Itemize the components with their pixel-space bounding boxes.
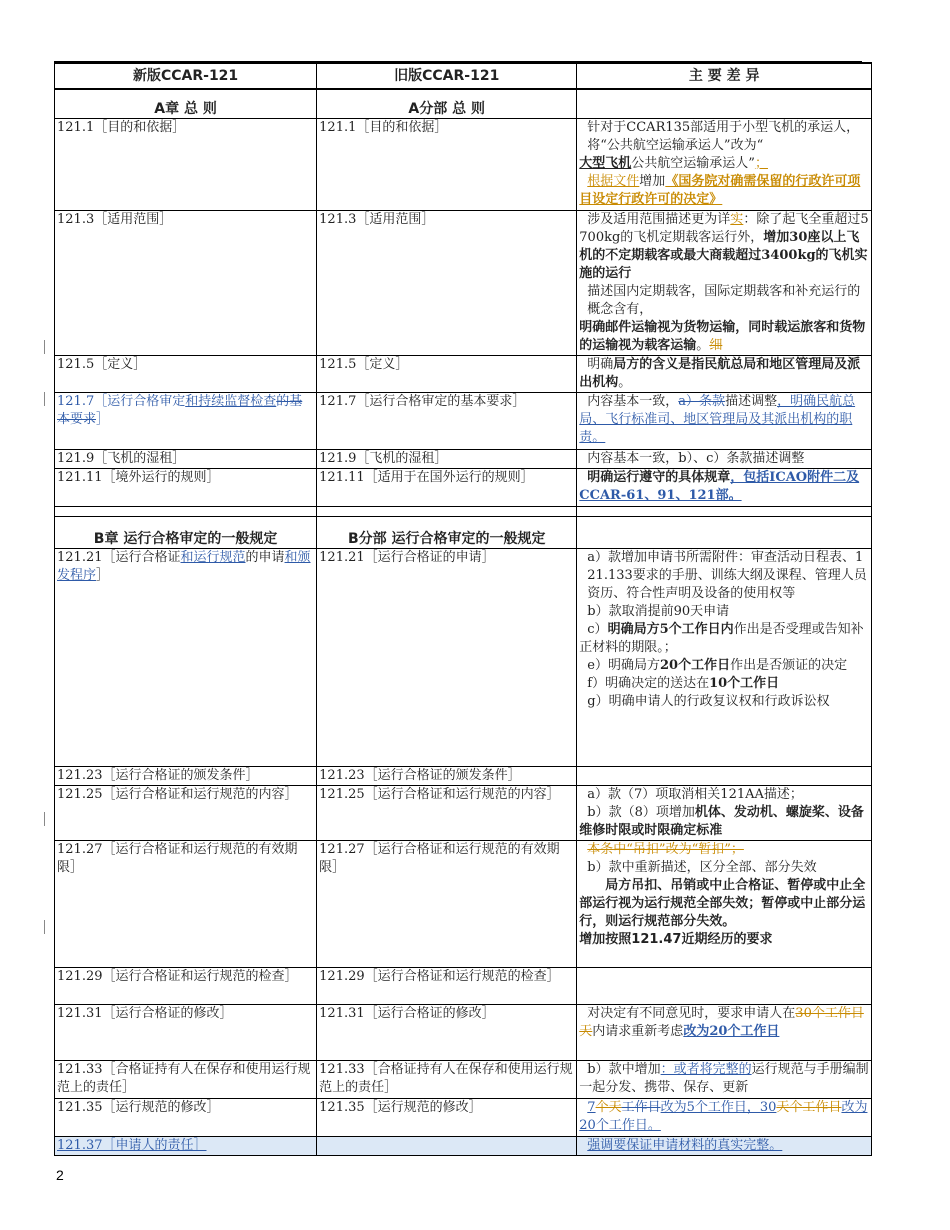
diff-text: a）款（7）项取消相关121AA描述； bbox=[587, 786, 803, 802]
row-new: 121.29［运行合格证和运行规范的检查］ bbox=[55, 967, 317, 1004]
diff-insert: 强调要保证申请材料的真实完整。 bbox=[587, 1137, 783, 1153]
row-new-insert: 和持续监督检查 bbox=[185, 393, 277, 409]
row-old: 121.5［定义］ bbox=[317, 355, 577, 392]
row-old: 121.9［飞机的湿租］ bbox=[317, 449, 577, 468]
page-number: 2 bbox=[56, 1167, 64, 1183]
row-diff bbox=[577, 355, 872, 392]
table-row bbox=[55, 1098, 872, 1136]
diff-text: 内容基本一致， bbox=[587, 393, 679, 409]
row-old: 121.27［运行合格证和运行规范的有效期限］ bbox=[317, 840, 577, 967]
diff-text: b）款中增加 bbox=[587, 1061, 661, 1077]
row-new-part: 121.21［运行合格证 bbox=[57, 549, 181, 565]
row-diff bbox=[577, 468, 872, 506]
spacer-cell bbox=[577, 506, 872, 516]
chapter-b-new: B章 运行合格审定的一般规定 bbox=[55, 516, 317, 548]
row-diff bbox=[577, 548, 872, 766]
row-diff bbox=[577, 967, 872, 1004]
diff-text: f）明确决定的送达在 bbox=[587, 675, 710, 691]
diff-insert: 改为5个工作日，30 bbox=[660, 1099, 777, 1115]
row-old: 121.29［运行合格证和运行规范的检查］ bbox=[317, 967, 577, 1004]
row-new: 121.5［定义］ bbox=[55, 355, 317, 392]
diff-bold: 局方吊扣、吊销或中止合格证、暂停或中止全部运行视为运行规范全部失效；暂停或中止部分运行，则运行规范部分失效。 bbox=[579, 877, 866, 929]
table-row bbox=[55, 1136, 872, 1155]
diff-insert: 7 bbox=[587, 1099, 596, 1115]
row-new-insert: 121.37［申请人的责任］ bbox=[57, 1137, 207, 1153]
table-row bbox=[55, 449, 872, 468]
diff-text: b）款取消提前90天申请 bbox=[587, 603, 730, 619]
table-row bbox=[55, 548, 872, 766]
diff-text: 作出是否颁证的决定 bbox=[730, 657, 848, 673]
diff-text: 。 bbox=[696, 337, 710, 353]
diff-insert: ：或者将完整的 bbox=[660, 1061, 752, 1077]
chapter-b-old: B分部 运行合格审定的一般规定 bbox=[317, 516, 577, 548]
diff-bold: 20个工作日 bbox=[659, 657, 731, 673]
diff-bold: 局方的含义是指民航总局和地区管理局及派出机构 bbox=[579, 356, 861, 390]
diff-insert: ，明确民航总局、飞行标准司、地区管理局及其派出机构的职责。 bbox=[579, 393, 856, 445]
diff-delete: a）条款 bbox=[678, 393, 726, 409]
row-new bbox=[55, 548, 317, 766]
diff-delete: 细 bbox=[709, 337, 723, 353]
diff-text: b）款中重新描述，区分全部、部分失效 bbox=[587, 859, 817, 875]
diff-bold: 10个工作日 bbox=[709, 675, 780, 691]
row-old: 121.35［运行规范的修改］ bbox=[317, 1098, 577, 1136]
table-row bbox=[55, 468, 872, 506]
row-new-part: ］ bbox=[96, 411, 110, 427]
diff-text: 描述国内定期载客，国际定期载客和补充运行的概念含有， bbox=[587, 283, 861, 317]
diff-text: ：除了起飞全重超过5700kg的飞机定期载客运行外， bbox=[579, 211, 869, 245]
diff-insert: ； bbox=[754, 155, 768, 171]
chapter-row-a bbox=[55, 89, 872, 118]
row-old: 121.1［目的和依据］ bbox=[317, 118, 577, 210]
diff-text: 作出是否受理或告知补正材料的期限。； bbox=[579, 621, 864, 655]
row-diff bbox=[577, 840, 872, 967]
change-bar bbox=[44, 340, 45, 354]
chapter-a-diff bbox=[577, 89, 872, 118]
diff-delete: 本条中“吊扣”改为“暂扣”； bbox=[587, 841, 744, 857]
diff-bold: 增加30座以上飞机的不定期载客或最大商载超过3400kg的飞机实施的运行 bbox=[579, 229, 868, 281]
table-row bbox=[55, 1060, 872, 1098]
spacer-cell bbox=[55, 506, 317, 516]
row-new-insert: 和颁发程序 bbox=[57, 549, 311, 583]
row-new-delete: 的基本要求 bbox=[57, 393, 303, 427]
table-row bbox=[55, 766, 872, 785]
diff-text: 对决定有不同意见时，要求申请人在 bbox=[587, 1005, 796, 1021]
chapter-a-new: A章 总 则 bbox=[55, 89, 317, 118]
row-new-insert: 和运行规范 bbox=[180, 549, 246, 565]
row-new: 121.3［适用范围］ bbox=[55, 210, 317, 355]
diff-text: a）款增加申请书所需附件：审查活动日程表、121.133要求的手册、训练大纲及课程、管理人员资历、符合性声明及设备的使用权等 bbox=[587, 549, 867, 601]
table-row bbox=[55, 1004, 872, 1060]
row-diff bbox=[577, 1098, 872, 1136]
row-diff bbox=[577, 392, 872, 449]
change-bar bbox=[44, 920, 45, 934]
row-diff bbox=[577, 210, 872, 355]
table-row bbox=[55, 118, 872, 210]
row-new: 121.31［运行合格证的修改］ bbox=[55, 1004, 317, 1060]
diff-delete: 工作日 bbox=[621, 1099, 661, 1115]
chapter-row-b bbox=[55, 516, 872, 548]
row-new-part: ］ bbox=[96, 567, 110, 583]
diff-text: 涉及适用范围描述更为详 bbox=[587, 211, 731, 227]
row-new: 121.1［目的和依据］ bbox=[55, 118, 317, 210]
diff-text: g）明确申请人的行政复议权和行政诉讼权 bbox=[587, 693, 830, 709]
row-old: 121.7［运行合格审定的基本要求］ bbox=[317, 392, 577, 449]
table-row bbox=[55, 392, 872, 449]
diff-bold: 增加按照121.47近期经历的要求 bbox=[579, 931, 773, 947]
diff-bold: 明确邮件运输视为货物运输，同时载运旅客和货物的运输视为载客运输 bbox=[579, 319, 866, 353]
chapter-b-diff bbox=[577, 516, 872, 548]
table-row bbox=[55, 967, 872, 1004]
diff-text: 。 bbox=[618, 374, 632, 390]
table-row bbox=[55, 840, 872, 967]
row-diff bbox=[577, 449, 872, 468]
chapter-a-old: A分部 总 则 bbox=[317, 89, 577, 118]
row-diff bbox=[577, 1060, 872, 1098]
spacer-row bbox=[55, 506, 872, 516]
table-header-row bbox=[55, 63, 872, 89]
diff-insert: ，包括ICAO附件二及CCAR-61、91、121部。 bbox=[579, 469, 860, 503]
diff-delete: 个天 bbox=[595, 1099, 622, 1115]
diff-bold: 机体、发动机、螺旋桨、设备维修时限或时限确定标准 bbox=[579, 804, 864, 838]
row-new: 121.25［运行合格证和运行规范的内容］ bbox=[55, 785, 317, 840]
header-new: 新版CCAR-121 bbox=[55, 63, 317, 89]
diff-delete: 天个工 bbox=[776, 1099, 816, 1115]
row-diff bbox=[577, 785, 872, 840]
diff-insert: 《国务院对确需保留的行政许可项目设定行政许可的决定》 bbox=[579, 173, 861, 207]
row-old: 121.21［运行合格证的申请］ bbox=[317, 548, 577, 766]
diff-insert: 实 bbox=[730, 211, 744, 227]
row-old: 121.3［适用范围］ bbox=[317, 210, 577, 355]
diff-insert: 根据文件 bbox=[587, 173, 640, 189]
diff-delete: 30个工作日天 bbox=[579, 1005, 864, 1039]
diff-text: 针对于CCAR135部适用于小型飞机的承运人，将“公共航空运输承运人”改为“ bbox=[587, 119, 860, 153]
row-old: 121.33［合格证持有人在保存和使用运行规范上的责任］ bbox=[317, 1060, 577, 1098]
table-row bbox=[55, 785, 872, 840]
row-old: 121.25［运行合格证和运行规范的内容］ bbox=[317, 785, 577, 840]
row-diff bbox=[577, 118, 872, 210]
row-old: 121.23［运行合格证的颁发条件］ bbox=[317, 766, 577, 785]
row-new bbox=[55, 392, 317, 449]
row-new: 121.9［飞机的湿租］ bbox=[55, 449, 317, 468]
row-new-part: 121.7［运行合格审定 bbox=[57, 393, 186, 409]
diff-text: 内请求重新考虑 bbox=[592, 1023, 684, 1039]
table-row bbox=[55, 355, 872, 392]
diff-text: 公共航空运输承运人” bbox=[631, 155, 755, 171]
row-new: 121.33［合格证持有人在保存和使用运行规范上的责任］ bbox=[55, 1060, 317, 1098]
header-old: 旧版CCAR-121 bbox=[317, 63, 577, 89]
row-new bbox=[55, 1136, 317, 1155]
header-diff: 主 要 差 异 bbox=[577, 63, 872, 89]
row-new-part: 的申请 bbox=[245, 549, 285, 565]
change-bar bbox=[44, 812, 45, 826]
row-diff bbox=[577, 1004, 872, 1060]
table-row bbox=[55, 210, 872, 355]
diff-text: 运行规范与手册编制一起分发、携带、保存、更新 bbox=[579, 1061, 869, 1095]
diff-bold: 大型飞机 bbox=[579, 155, 632, 171]
diff-text: 内容基本一致，b）、c）条款描述调整 bbox=[587, 450, 805, 466]
row-old bbox=[317, 1136, 577, 1155]
row-new: 121.23［运行合格证的颁发条件］ bbox=[55, 766, 317, 785]
comparison-table bbox=[54, 62, 872, 1156]
row-old: 121.11［适用于在国外运行的规则］ bbox=[317, 468, 577, 506]
diff-text: b）款（8）项增加 bbox=[587, 804, 695, 820]
row-new: 121.35［运行规范的修改］ bbox=[55, 1098, 317, 1136]
diff-text: c） bbox=[587, 621, 608, 637]
diff-bold: 明确局方5个工作日内 bbox=[607, 621, 734, 637]
row-diff bbox=[577, 1136, 872, 1155]
diff-text: e）明确局方 bbox=[587, 657, 660, 673]
diff-delete: 作日 bbox=[815, 1099, 842, 1115]
row-new: 121.27［运行合格证和运行规范的有效期限］ bbox=[55, 840, 317, 967]
diff-text: 明确 bbox=[587, 356, 614, 372]
diff-bold: 明确运行遵守的具体规章 bbox=[587, 469, 731, 485]
row-diff bbox=[577, 766, 872, 785]
diff-insert: 改为20个工作日 bbox=[683, 1023, 780, 1039]
diff-insert: 改为20个工作日。 bbox=[579, 1099, 868, 1133]
row-new: 121.11［境外运行的规则］ bbox=[55, 468, 317, 506]
row-old: 121.31［运行合格证的修改］ bbox=[317, 1004, 577, 1060]
spacer-cell bbox=[317, 506, 577, 516]
change-bar bbox=[44, 392, 45, 406]
diff-text: 增加 bbox=[639, 173, 666, 189]
diff-text: 描述调整 bbox=[725, 393, 778, 409]
